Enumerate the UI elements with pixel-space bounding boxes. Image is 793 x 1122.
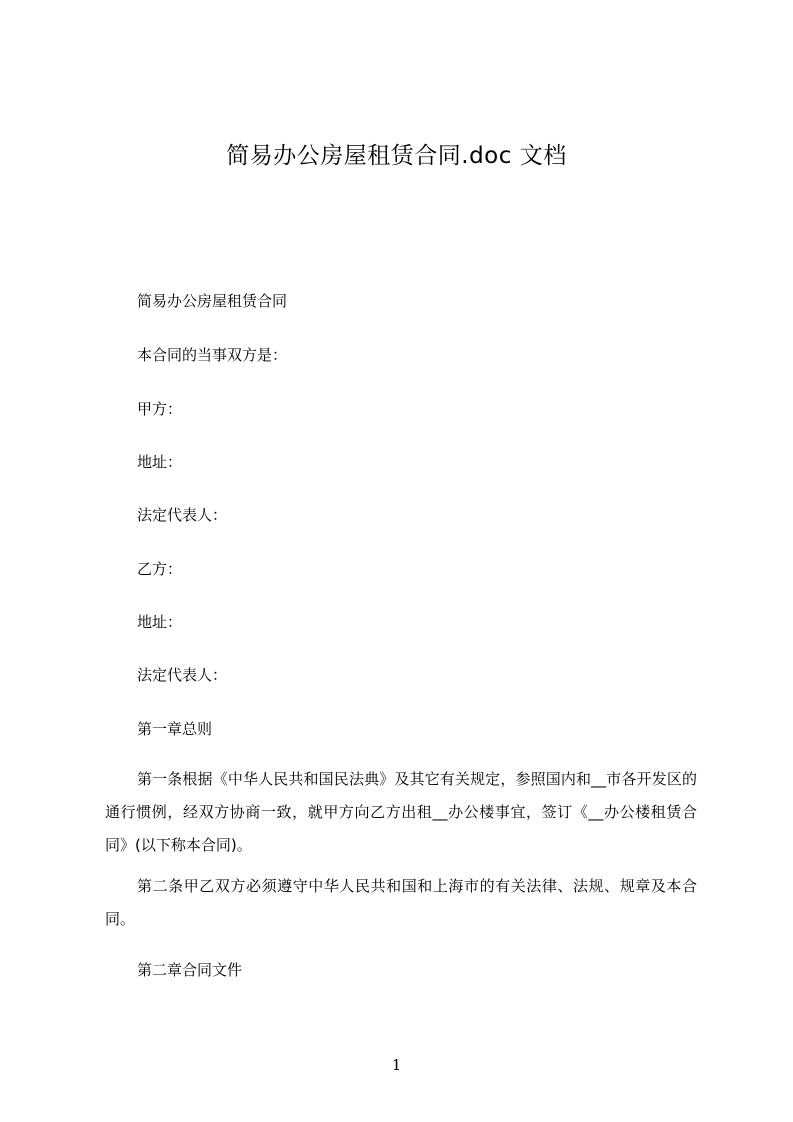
party-a-label: 甲方： (137, 400, 183, 418)
document-title: 简易办公房屋租赁合同.doc 文档 (226, 143, 567, 169)
party-b-address-label: 地址： (137, 613, 183, 631)
party-a-address-label: 地址： (137, 453, 183, 471)
page-number: 1 (391, 1056, 402, 1074)
parties-intro: 本合同的当事双方是： (137, 346, 288, 364)
party-b-label: 乙方： (137, 560, 183, 578)
chapter-1-heading: 第一章总则 (137, 720, 213, 738)
party-a-representative-label: 法定代表人： (137, 506, 228, 524)
party-b-representative-label: 法定代表人： (137, 666, 228, 684)
contract-heading: 简易办公房屋租赁合同 (137, 292, 288, 310)
chapter-2-heading: 第二章合同文件 (137, 961, 243, 979)
article-1-paragraph: 第一条根据《中华人民共和国民法典》及其它有关规定，参照国内和__市各开发区的通行惯例，经双方协商一致，就甲方向乙方出租__办公楼事宜，签订《__办公楼租赁合同》(以下称本合同)。 (105, 770, 697, 854)
article-2-paragraph: 第二条甲乙双方必须遵守中华人民共和国和上海市的有关法律、法规、规章及本合同。 (105, 877, 697, 928)
